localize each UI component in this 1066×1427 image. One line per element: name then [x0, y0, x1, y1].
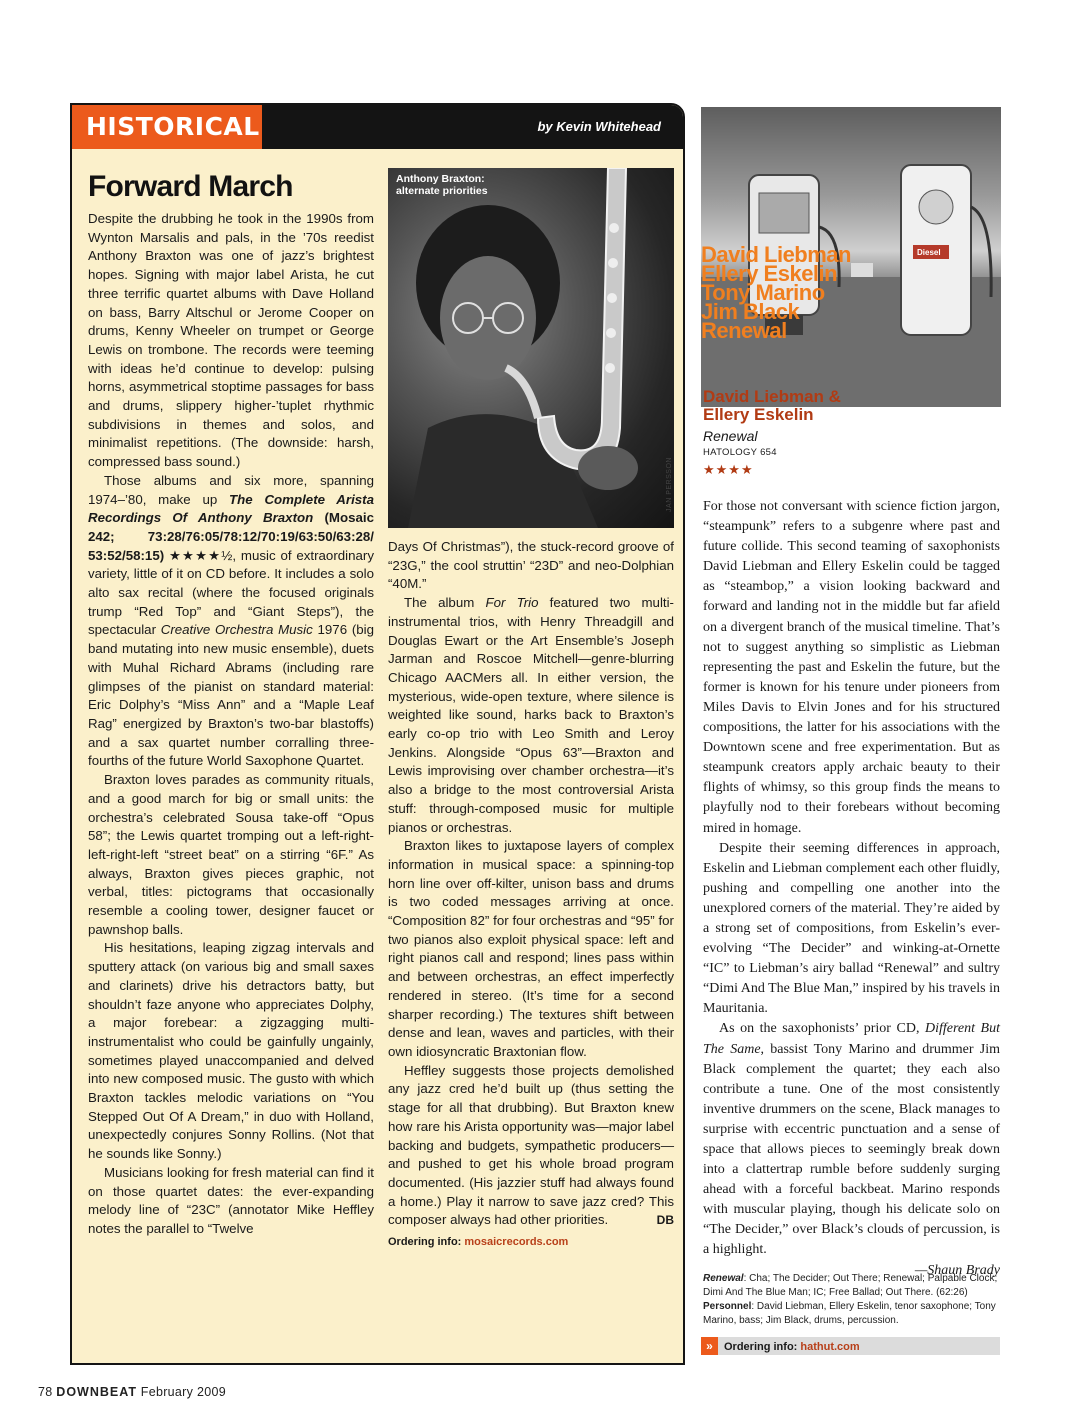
article-paragraph: Braxton loves parades as community rituals, and a good march for big or small units: the orchestra’s celebrated Sousa take-off “Opus 58”; the Lewis quartet tromping out a left-right-left-right-left “street beat” on a stirring “6F.” As always, Braxton gives pieces graphic, not verbal, titles: pictograms that occasionally resemble a cooling tower, designer faucet or pawnshop balls. — [88, 772, 374, 937]
review-artist: David Liebman & Ellery Eskelin — [703, 387, 841, 424]
end-mark: DB — [656, 1213, 674, 1228]
article-paragraph: Musicians looking for fresh material can find it on those quartet dates: the ever-expanding melody line of “23C” (annotator Mike Heffley notes the parallel to “Twelve — [88, 1164, 374, 1236]
article-paragraph: Those albums and six more, spanning 1974–’80, make up The Complete Arista Recordings Of Anthony Braxton (Mosaic 242; 73:28/76:05/78:12/70:19/63:50/63:28/ 53:52/58:15) ★★★★½, music of extraordinary variety, little of it on CD before. It includes a solo alto sax recital (where the focused originals trump “Red Top” and “Giant Steps”), the spectacular Creative Orchestra Music 1976 (big band mutating into new music ensemble), duets with Muhal Richard Abrams (including rare glimpses of the pianist on standard material: Eric Dolphy’s “Miss Ann” and a “Maple Leaf Rag” energized by Braxton’s two-bar blastoffs) and a sax quartet number corralling three-fourths of the future World Saxophone Quartet. — [88, 472, 374, 769]
album-title: For Trio — [485, 595, 539, 611]
photo-caption: Anthony Braxton: alternate priorities — [396, 173, 488, 197]
ordering-link[interactable]: hathut.com — [800, 1341, 860, 1353]
review-label: HATOLOGY 654 — [703, 447, 777, 458]
review-paragraph: As on the saxophonists’ prior CD, Different But The Same, bassist Tony Marino and drummer Jim Black complement the quartet; they each also contribute a tune. One of the most consistently inventive drummers on the scene, Black manages to surprise with eccentric punctuation and a sense of space that allows pieces to seemingly break down into a clattertrap rumble before suddenly surging ahead with a forceful backbeat. Marino responds with muscular playing, though his delicate solo on “The Decider,” over Black’s clouds of percussion, is a highlight. — [703, 1021, 1001, 1258]
article-paragraph: Despite the drubbing he took in the 1990s from Wynton Marsalis and pals, in the ’70s reedist Anthony Braxton was one of jazz’s brightest hopes. Signing with major label Arista, he cut three terrific quartet albums with Dave Holland on bass, Barry Altschul or Jerome Cooper on drums, Kenny Wheeler on trumpet or George Lewis on trombone. The records were teeming with ideas he’d continue to develop: pulsing horns, asymmetrical stoptime passages for bass and drums, slippery higher-’tuplet rhythmic subdivisions in themes and solos, and minimalist repetitions. (The downside: harsh, compressed bass sound.) — [88, 211, 374, 470]
article-paragraph: Heffley suggests those projects demolished any jazz cred he’d built up (thus setting the stage for all that drubbing). But Braxton knew how rare his Arista opportunity was—major label backing and budgets, sympathetic producers—and pushed to get his whole broad program documented. (His jazzier stuff had always found a home.) Play it narrow to save jazz cred? This composer always had other priorities. DB — [388, 1062, 674, 1230]
article-column-1 — [88, 210, 374, 1239]
cover-title-lines: David Liebman Ellery Eskelin Tony Marino Jim Black Renewal — [701, 242, 851, 343]
review-album-title: Renewal — [703, 428, 758, 444]
review-paragraph: For those not conversant with science fiction jargon, “steampunk” refers to a subgenre where past and future collide. This second teaming of saxophonists David Liebman and Ellery Eskelin could be tagged as “steambop,” a vision looking backward and forward and landing not in the middle but far afield on a divergent branch of the musical timeline. That’s not to suggest anything so simplistic as Liebman representing the past and Eskelin the future, but the former is known for his tenure under pioneers from Miles Davis to Elvin Jones and for his structured compositions, the latter for his associations with the Downtown scene and free experimentation. But as steampunk creators apply archaic beauty to their flights of whimsy, so this group finds the means to playfully nod to their forebears without becoming mired in homage. — [703, 499, 1000, 836]
review-paragraph: Despite their seeming differences in approach, Eskelin and Liebman complement each other fluidly, pushing and compelling one another into the unexplored corners of the material. They’re aided by a strong set of compositions, from Eskelin’s ever-evolving “The Decider” and winking-at-Ornette “IC” to Liebman’s airy ballad “Renewal” and sultry “Dimi And The Blue Man,” inspired by his travels in Mauritania. — [703, 840, 1000, 1017]
review-body — [703, 497, 1000, 1281]
article-headline: Forward March — [88, 170, 293, 203]
star-rating: ★★★★½ — [168, 547, 233, 563]
article-column-2 — [388, 538, 674, 1252]
byline: by Kevin Whitehead — [537, 119, 661, 134]
braxton-saxophone-illustration — [388, 168, 674, 528]
page-footer — [38, 1385, 226, 1399]
article-paragraph: The album For Trio featured two multi-instrumental trios, with Henry Threadgill and Douglas Ewart or the Art Ensemble’s Joseph Jarman and Roscoe Mitchell—genre-blurring Chicago AACMers all. In either version, the mysterious, wide-open texture, where silence is weighted like sound, harks back to Braxton’s early co-op trio with Leo Smith and Leroy Jenkins. Alongside “Opus 63”—Braxton and Lewis improvising over chamber orchestra—it’s also a bridge to the most controversial Arista stuff: through-composed music for multiple pianos or orchestras. — [388, 595, 674, 835]
star-rating: ★★★★ — [703, 462, 754, 477]
pump-sign: Diesel — [917, 248, 941, 257]
article-paragraph: His hesitations, leaping zigzag intervals and sputtery attack (on various big and small saxes and clarinets) drive his detractors batty, but shouldn’t faze anyone who appreciates Dolphy, a major forebear: a zigzagging multi-instrumentalist who could be gainfully ungainly, sometimes played unaccompanied and delved into new composed music. The gusto with which Braxton tackles melodic variations on “You Stepped Out Of A Dream,” in duo with Holland, unexpectedly conjures Sonny Rollins. (Not that he sounds like Sonny.) — [88, 940, 374, 1162]
ordering-link[interactable]: mosaicrecords.com — [464, 1236, 569, 1249]
braxton-photo — [388, 168, 674, 528]
ordering-info: Ordering info: mosaicrecords.com — [388, 1236, 569, 1249]
track-list: Renewal: Cha; The Decider; Out There; Renewal; Palpable Clock; Dimi And The Blue Man; IC; Free Ballad; Out There. (62:26) Personnel: David Liebman, Ellery Eskelin, tenor saxophone; Tony Marino, bass; Jim Black, drums, percussion. — [703, 1273, 998, 1326]
chevron-right-icon: » — [701, 1337, 718, 1355]
article-paragraph: Days Of Christmas”), the stuck-record groove of “23G,” the cool struttin’ “23D” and neo-Dolphian “40M.” — [388, 539, 674, 592]
magazine-name: DOWNBEAT — [56, 1385, 137, 1399]
section-header-bar — [72, 105, 683, 149]
article-paragraph: Braxton likes to juxtapose layers of complex information in musical space: a spinning-top horn line over off-kilter, unison bass and drums is two coded messages arriving at once. “Composition 82” for four orchestras and “95” for two pianos also exploit physical space: left and right pianos call and respond; lines pass within and between orchestras, an effect imperfectly rendered in stereo. (It’s time for a second sharper recording.) The textures shift between dense and lean, waves and particles, with their own idiosyncratic Braxtonian flow. — [388, 838, 674, 1059]
review-ordering-info: » Ordering info: hathut.com — [701, 1337, 1000, 1355]
box-set-details: (Mosaic 242; 73:28/76:05/78:12/70:19/63:50/63:28/ 53:52/58:15) — [88, 510, 374, 563]
photo-credit: JAN PERSSON — [666, 457, 674, 512]
reviewer-name: —Shaun Brady — [914, 1262, 1000, 1278]
page-number: 78 — [38, 1385, 53, 1399]
album-cover — [701, 107, 1001, 407]
section-tab: HISTORICAL — [72, 105, 262, 149]
issue-date: February 2009 — [140, 1385, 226, 1399]
box-set-title: The Complete Arista Recordings Of Anthony Braxton — [88, 491, 374, 526]
